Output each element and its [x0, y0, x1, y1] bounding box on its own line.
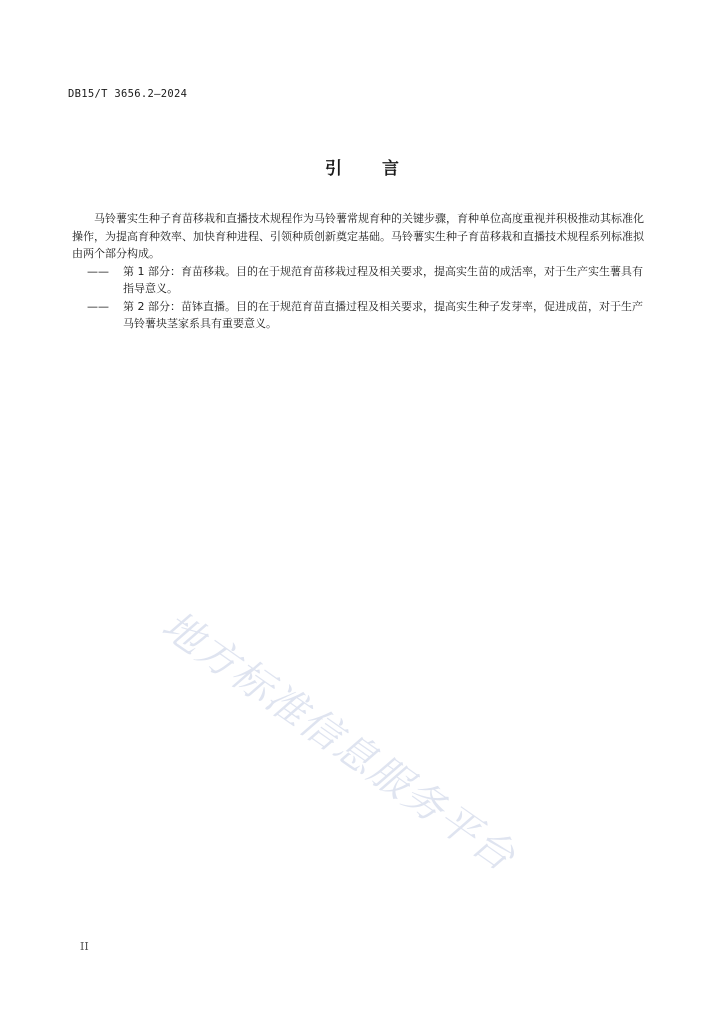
dash-mark: —— — [87, 264, 109, 278]
list-item-text: 第 1 部分：育苗移栽。目的在于规范育苗移栽过程及相关要求，提高实生苗的成活率，对于生产实生薯具有指导意义。 — [123, 264, 643, 295]
list-item — [87, 263, 647, 298]
page-title: 引言 — [325, 159, 439, 179]
page-number: II — [80, 940, 89, 953]
intro-paragraph: 马铃薯实生种子育苗移栽和直播技术规程作为马铃薯常规育种的关键步骤，育种单位高度重视并积极推动其标准化操作，为提高育种效率、加快育种进程、引领种质创新奠定基础。马铃薯实生种子育苗移栽和直播技术规程系列标准拟由两个部分构成。 — [72, 212, 644, 260]
list-item — [87, 298, 647, 333]
watermark: 地方标准信息服务平台 — [153, 602, 524, 881]
introduction-body — [72, 210, 647, 333]
document-code: DB15/T 3656.2—2024 — [68, 88, 188, 100]
list-item-text: 第 2 部分：苗钵直播。目的在于规范育苗直播过程及相关要求，提高实生种子发芽率，促进成苗，对于生产马铃薯块茎家系具有重要意义。 — [123, 299, 643, 330]
dash-mark: —— — [87, 299, 109, 313]
